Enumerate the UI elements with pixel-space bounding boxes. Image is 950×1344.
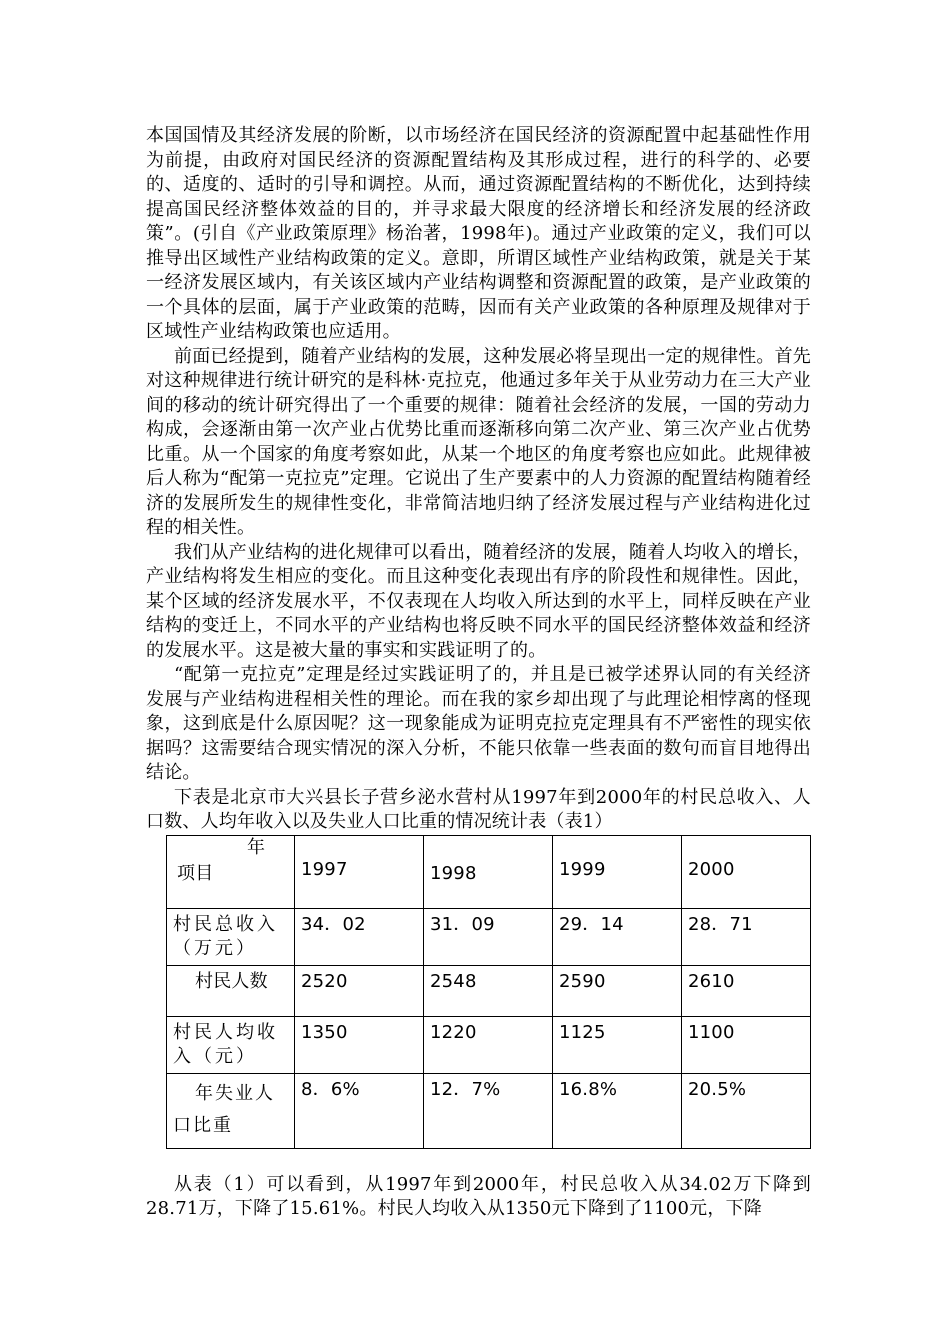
table-corner-cell [167,835,295,908]
table-cell: 12．7% [424,1073,553,1148]
table-cell: 31．09 [424,908,553,965]
year-header-cell: 2000 [682,835,811,908]
table-header-row [167,835,811,908]
table-row [167,1016,811,1073]
table-cell: 1220 [424,1016,553,1073]
row-label: 村民总收入（万元） [167,908,295,965]
paragraph-table-intro: 下表是北京市大兴县长子营乡泌水营村从1997年到2000年的村民总收入、人口数、人均年收入以及失业人口比重的情况统计表（表1） [146,786,811,832]
table-cell: 2548 [424,965,553,1016]
table-cell: 28．71 [682,908,811,965]
table-row [167,908,811,965]
row-label: 村民人均收入（元） [167,1016,295,1073]
table-cell: 2520 [295,965,424,1016]
spacer [146,1149,811,1173]
corner-item-label: 项目 [177,862,214,884]
paragraph-hometown-anomaly: “配第一克拉克”定理是经过实践证明了的，并且是已被学述界认同的有关经济发展与产业结构进程相关性的理论。而在我的家乡却出现了与此理论相悖离的怪现象，这到底是什么原因呢？这一现象能成为证明克拉克定理具有不严密性的现实依据吗？这需要结合现实情况的深入分析，不能只依靠一些表面的数句而盲目地得出结论。 [146,664,811,783]
document-page [146,124,811,1222]
table-cell: 16.8% [553,1073,682,1148]
paragraph-industrial-policy: 本国国情及其经济发展的阶断，以市场经济在国民经济的资源配置中起基础性作用为前提，由政府对国民经济的资源配置结构及其形成过程，进行的科学的、必要的、适度的、适时的引导和调控。从而，通过资源配置结构的不断优化，达到持续提高国民经济整体效益的目的，并寻求最大限度的经济增长和经济发展的经济政策”。(引自《产业政策原理》杨治著，1998年)。通过产业政策的定义，我们可以推导出区域性产业结构政策的定义。意即，所谓区域性产业结构政策，就是关于某一经济发展区域内，有关该区域内产业结构调整和资源配置的政策，是产业政策的一个具体的层面，属于产业政策的范畴，因而有关产业政策的各种原理及规律对于区域性产业结构政策也应适用。 [146,125,811,342]
paragraph-table-analysis: 从表（1）可以看到，从1997年到2000年，村民总收入从34.02万下降到28.71万，下降了15.61%。村民人均收入从1350元下降到了1100元，下降 [146,1173,811,1219]
row-label: 村民人数 [167,965,295,1016]
table-cell: 1100 [682,1016,811,1073]
year-header-cell: 1998 [424,835,553,908]
table-cell: 34．02 [295,908,424,965]
row-label-text: 年失业人口比重 [173,1082,275,1136]
paragraph-structure-evolution: 我们从产业结构的进化规律可以看出，随着经济的发展，随着人均收入的增长，产业结构将发生相应的变化。而且这种变化表现出有序的阶段性和规律性。因此，某个区域的经济发展水平，不仅表现在人均收入所达到的水平上，同样反映在产业结构的变迁上，不同水平的产业结构也将反映不同水平的国民经济整体效益和经济的发展水平。这是被大量的事实和实践证明了的。 [146,541,811,661]
table-row [167,965,811,1016]
table-cell: 29．14 [553,908,682,965]
statistics-table-wrapper [166,835,810,1149]
table-cell: 8．6% [295,1073,424,1148]
table-cell: 1125 [553,1016,682,1073]
row-label [167,1073,295,1148]
paragraph-clark-law: 前面已经提到，随着产业结构的发展，这种发展必将呈现出一定的规律性。首先对这种规律进行统计研究的是科林·克拉克，他通过多年关于从业劳动力在三大产业间的移动的统计研究得出了一个重要的规律：随着社会经济的发展，一国的劳动力构成，会逐渐由第一次产业占优势比重而逐渐移向第二次产业、第三次产业占优势比重。从一个国家的角度考察如此，从某一个地区的角度考察也应如此。此规律被后人称为“配第一克拉克”定理。它说出了生产要素中的人力资源的配置结构随着经济的发展所发生的规律性变化，非常简洁地归纳了经济发展过程与产业结构进化过程的相关性。 [146,345,811,538]
table-cell: 20.5% [682,1073,811,1148]
statistics-table [166,835,811,1149]
table-cell: 2610 [682,965,811,1016]
corner-year-label: 年 [247,836,266,858]
table-cell: 1350 [295,1016,424,1073]
table-row [167,1073,811,1148]
year-header-cell: 1999 [553,835,682,908]
table-cell: 2590 [553,965,682,1016]
year-header-cell: 1997 [295,835,424,908]
